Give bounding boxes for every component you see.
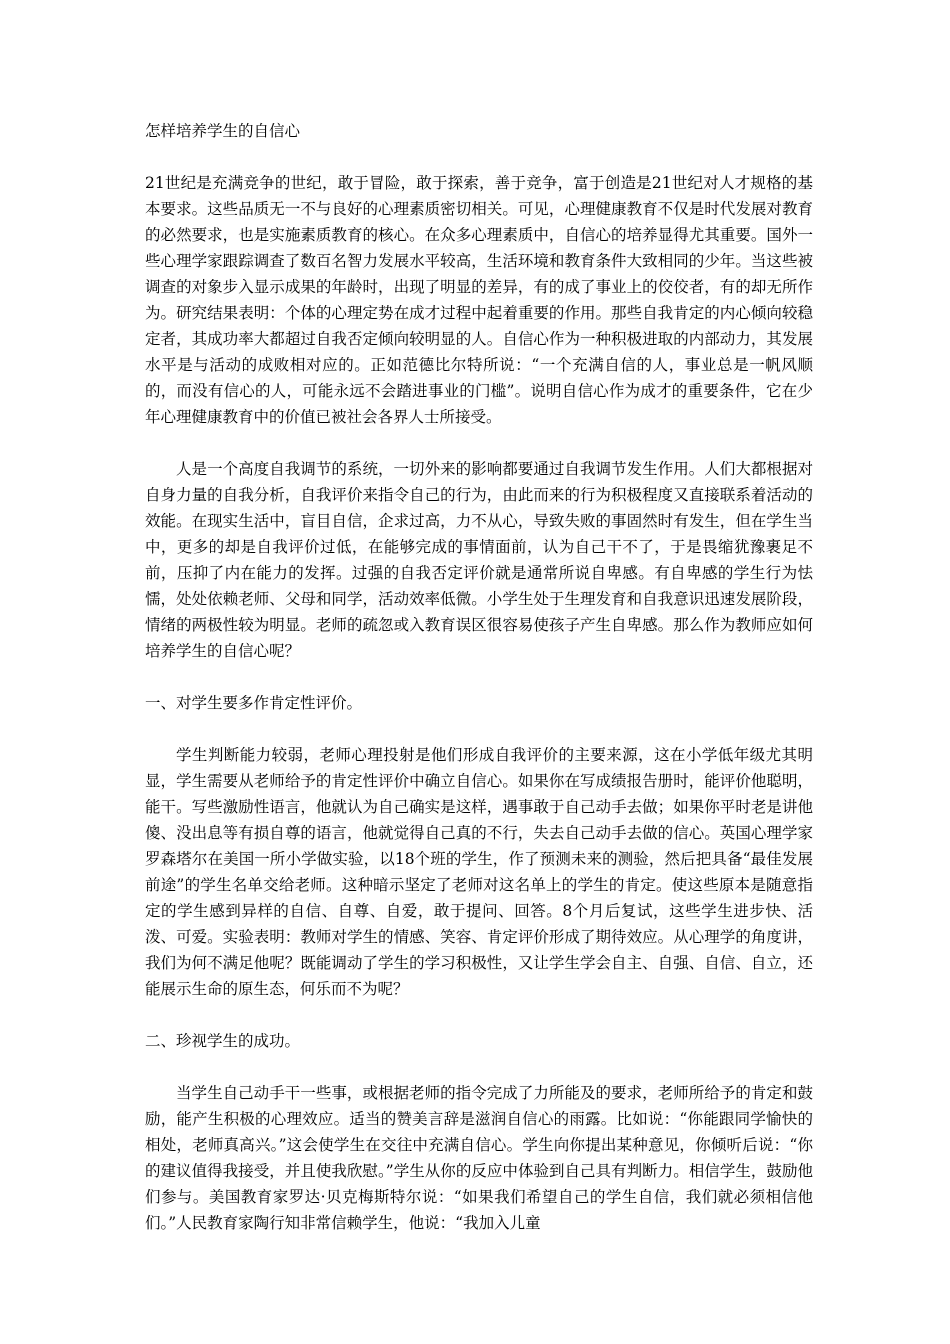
paragraph-self-regulation: 人是一个高度自我调节的系统，一切外来的影响都要通过自我调节发生作用。人们大都根据对自身力量的自我分析，自我评价来指令自己的行为，由此而来的行为积极程度又直接联系着活动的效能。在现实生活中，盲目自信，企求过高，力不从心，导致失败的事固然时有发生，但在学生当中，更多的却是自我评价过低，在能够完成的事情面前，认为自己干不了，于是畏缩犹豫裹足不前，压抑了内在能力的发挥。过强的自我否定评价就是通常所说自卑感。有自卑感的学生行为怯懦，处处依赖老师、父母和同学，活动效率低微。小学生处于生理发育和自我意识迅速发展阶段，情绪的两极性较为明显。老师的疏忽或入教育误区很容易使孩子产生自卑感。那么作为教师应如何培养学生的自信心呢？ <box>145 460 813 660</box>
document-page <box>145 118 813 1262</box>
document-title: 怎样培养学生的自信心 <box>145 122 301 140</box>
paragraph-intro: 21世纪是充满竞争的世纪，敢于冒险，敢于探索，善于竞争，富于创造是21世纪对人才规格的基本要求。这些品质无一不与良好的心理素质密切相关。可见，心理健康教育不仅是时代发展对教育的必然要求，也是实施素质教育的核心。在众多心理素质中，自信心的培养显得尤其重要。国外一些心理学家跟踪调查了数百名智力发展水平较高，生活环境和教育条件大致相同的少年。当这些被调查的对象步入显示成果的年龄时，出现了明显的差异，有的成了事业上的佼佼者，有的却无所作为。研究结果表明：个体的心理定势在成才过程中起着重要的作用。那些自我肯定的内心倾向较稳定者，其成功率大都超过自我否定倾向较明显的人。自信心作为一种积极进取的内部动力，其发展水平是与活动的成败相对应的。正如范德比尔特所说：“一个充满自信的人，事业总是一帆风顺的，而没有信心的人，可能永远不会踏进事业的门槛”。说明自信心作为成才的重要条件，它在少年心理健康教育中的价值已被社会各界人士所接受。 <box>145 174 813 426</box>
paragraph-value-success: 当学生自己动手干一些事，或根据老师的指令完成了力所能及的要求，老师所给予的肯定和鼓励，能产生积极的心理效应。适当的赞美言辞是滋润自信心的雨露。比如说：“你能跟同学愉快的相处，老师真高兴。”这会使学生在交往中充满自信心。学生向你提出某种意见，你倾听后说：“你的建议值得我接受，并且使我欣慰。”学生从你的反应中体验到自己具有判断力。相信学生，鼓励他们参与。美国教育家罗达·贝克梅斯特尔说：“如果我们希望自己的学生自信，我们就必须相信他们。”人民教育家陶行知非常信赖学生，他说：“我加入儿童 <box>145 1084 813 1232</box>
paragraph-positive-evaluation: 学生判断能力较弱，老师心理投射是他们形成自我评价的主要来源，这在小学低年级尤其明显，学生需要从老师给予的肯定性评价中确立自信心。如果你在写成绩报告册时，能评价他聪明，能干。写些激励性语言，他就认为自己确实是这样，遇事敢于自己动手去做；如果你平时老是讲他傻、没出息等有损自尊的语言，他就觉得自己真的不行，失去自己动手去做的信心。英国心理学家罗森塔尔在美国一所小学做实验，以18个班的学生，作了预测未来的测验，然后把具备“最佳发展前途”的学生名单交给老师。这种暗示坚定了老师对这名单上的学生的肯定。使这些原本是随意指定的学生感到异样的自信、自尊、自爱，敢于提问、回答。8个月后复试，这些学生进步快、活泼、可爱。实验表明：教师对学生的情感、笑容、肯定评价形成了期待效应。从心理学的角度讲，我们为何不满足他呢？既能调动了学生的学习积极性，又让学生学会自主、自强、自信、自立，还能展示生命的原生态，何乐而不为呢？ <box>145 746 813 998</box>
section-heading-1: 一、对学生要多作肯定性评价。 <box>145 694 363 712</box>
section-heading-2: 二、珍视学生的成功。 <box>145 1032 301 1050</box>
